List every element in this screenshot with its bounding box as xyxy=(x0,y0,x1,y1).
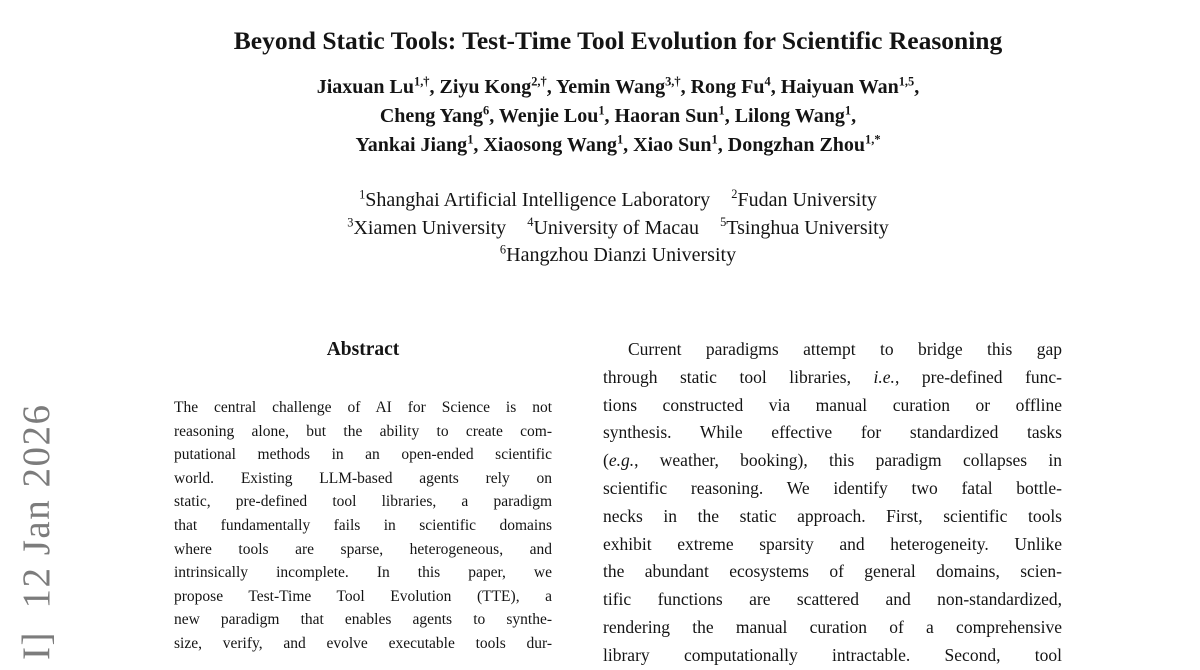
text-run: i.e. xyxy=(873,366,895,387)
superscript: 2,† xyxy=(531,74,547,89)
superscript: 6 xyxy=(483,103,490,118)
body-text-line xyxy=(603,336,1062,364)
text-run: Tsinghua University xyxy=(726,216,889,239)
intro-text-column xyxy=(603,336,1062,670)
text-run: Xiamen University xyxy=(353,216,507,239)
text-run: Lilong Wang xyxy=(734,105,845,127)
paper-title: Beyond Static Tools: Test-Time Tool Evolution for Scientific Reasoning xyxy=(233,26,1003,55)
text-run: Wenjie Lou xyxy=(498,105,599,127)
body-text-line xyxy=(603,614,1062,642)
superscript: 1 xyxy=(467,132,474,147)
superscript: 3 xyxy=(347,214,354,229)
text-run: rendering the manual curation of a comprehensive xyxy=(603,616,1062,637)
body-text-line xyxy=(603,447,1062,475)
text-run: Haoran Sun xyxy=(614,105,719,127)
text-run: tific functions are scattered and non-standardized, xyxy=(603,589,1062,610)
text-run: , pre-defined func- xyxy=(894,366,1062,387)
abstract-column xyxy=(174,338,552,656)
text-run: , xyxy=(604,105,615,127)
text-run: library computationally intractable. Second, tool xyxy=(603,644,1062,665)
superscript: 4 xyxy=(764,74,771,89)
abstract-line: world. Existing LLM-based agents rely on xyxy=(174,469,552,487)
arxiv-stamp-watermark: I] 12 Jan 2026 xyxy=(15,403,58,660)
superscript: 1 xyxy=(711,132,718,147)
abstract-line: reasoning alone, but the ability to create com- xyxy=(174,422,552,440)
superscript: 1 xyxy=(598,103,605,118)
affiliation-block xyxy=(98,187,1138,270)
text-run: , weather, booking), this paradigm collapses in xyxy=(634,450,1062,471)
text-run: Ziyu Kong xyxy=(439,76,532,98)
text-run: Shanghai Artificial Intelligence Laboratory xyxy=(365,189,711,211)
abstract-line: that fundamentally fails in scientific domains xyxy=(174,516,552,534)
text-run: , xyxy=(914,76,920,98)
text-run: necks in the static approach. First, scientific tools xyxy=(603,505,1062,526)
text-run: Yankai Jiang xyxy=(355,134,468,156)
text-run: , xyxy=(717,134,728,156)
superscript: 1 xyxy=(616,132,624,147)
abstract-line: putational methods in an open-ended scientific xyxy=(174,446,552,464)
body-text-line xyxy=(603,419,1062,447)
abstract-line: propose Test-Time Tool Evolution (TTE), a xyxy=(174,587,552,605)
text-run: through static tool libraries, xyxy=(603,366,874,387)
body-text-line xyxy=(603,586,1062,614)
text-run: Xiaosong Wang xyxy=(483,134,617,156)
superscript: 1 xyxy=(359,187,366,202)
affiliation-line xyxy=(98,187,1138,215)
abstract-line: where tools are sparse, heterogeneous, and xyxy=(174,540,552,558)
text-run: , xyxy=(851,105,857,127)
text-run: Fudan University xyxy=(737,189,877,211)
text-run: Jiaxuan Lu xyxy=(316,76,415,98)
superscript: 1,† xyxy=(414,74,430,89)
superscript: 3,† xyxy=(665,74,681,89)
superscript: 1 xyxy=(718,103,725,118)
text-run: Dongzhan Zhou xyxy=(727,134,866,156)
text-run: Rong Fu xyxy=(690,76,765,98)
body-text-line xyxy=(603,503,1062,531)
text-run: Haiyuan Wan xyxy=(780,76,899,98)
text-run: synthesis. While effective for standardized tasks xyxy=(603,422,1062,443)
superscript: 1 xyxy=(844,103,852,118)
affiliation-line xyxy=(98,242,1138,270)
text-run: Yemin Wang xyxy=(555,76,666,98)
abstract-line: new paradigm that enables agents to synthe- xyxy=(174,611,552,629)
affiliation-line xyxy=(98,215,1138,243)
text-run: , xyxy=(473,134,484,156)
text-run: , xyxy=(770,76,781,98)
body-text-line xyxy=(603,558,1062,586)
text-run: the abundant ecosystems of general domains, scien- xyxy=(603,561,1062,582)
author-line xyxy=(98,131,1138,160)
text-run: Hangzhou Dianzi University xyxy=(506,244,737,266)
abstract-line: size, verify, and evolve executable tools dur- xyxy=(174,634,552,652)
text-run: , xyxy=(724,105,735,127)
author-block xyxy=(98,73,1138,160)
text-run: tions constructed via manual curation or offline xyxy=(603,394,1062,415)
text-run: Xiao Sun xyxy=(633,134,712,156)
superscript: 2 xyxy=(731,187,738,202)
abstract-line: intrinsically incomplete. In this paper, we xyxy=(174,564,552,582)
text-run: University of Macau xyxy=(533,216,699,239)
text-run: , xyxy=(489,105,499,127)
body-text-line xyxy=(603,475,1062,503)
superscript: 1,* xyxy=(865,132,881,147)
abstract-line: The central challenge of AI for Science is not xyxy=(174,399,552,416)
author-line xyxy=(98,73,1138,102)
text-run: , xyxy=(680,76,691,98)
text-run: Current paradigms attempt to bridge this gap xyxy=(628,339,1062,359)
author-line xyxy=(98,102,1138,131)
text-run: e.g. xyxy=(608,450,635,471)
text-run: exhibit extreme sparsity and heterogeneity. Unlike xyxy=(603,533,1062,554)
superscript: 6 xyxy=(499,242,507,257)
text-run: ( xyxy=(603,450,609,471)
text-run: , xyxy=(623,134,634,156)
text-run: , xyxy=(546,76,556,98)
abstract-line: static, pre-defined tool libraries, a paradigm xyxy=(174,493,552,511)
body-text-line xyxy=(603,642,1062,670)
body-text-line xyxy=(603,392,1062,420)
superscript: 5 xyxy=(720,214,727,229)
body-text-line xyxy=(603,364,1062,392)
text-run: Cheng Yang xyxy=(379,105,484,127)
abstract-body xyxy=(174,396,552,656)
abstract-heading: Abstract xyxy=(326,339,400,360)
text-run: scientific reasoning. We identify two fatal bottle- xyxy=(603,477,1062,498)
body-text-line xyxy=(603,531,1062,559)
superscript: 1,5 xyxy=(898,74,915,89)
text-run: , xyxy=(429,76,440,98)
superscript: 4 xyxy=(527,214,534,229)
